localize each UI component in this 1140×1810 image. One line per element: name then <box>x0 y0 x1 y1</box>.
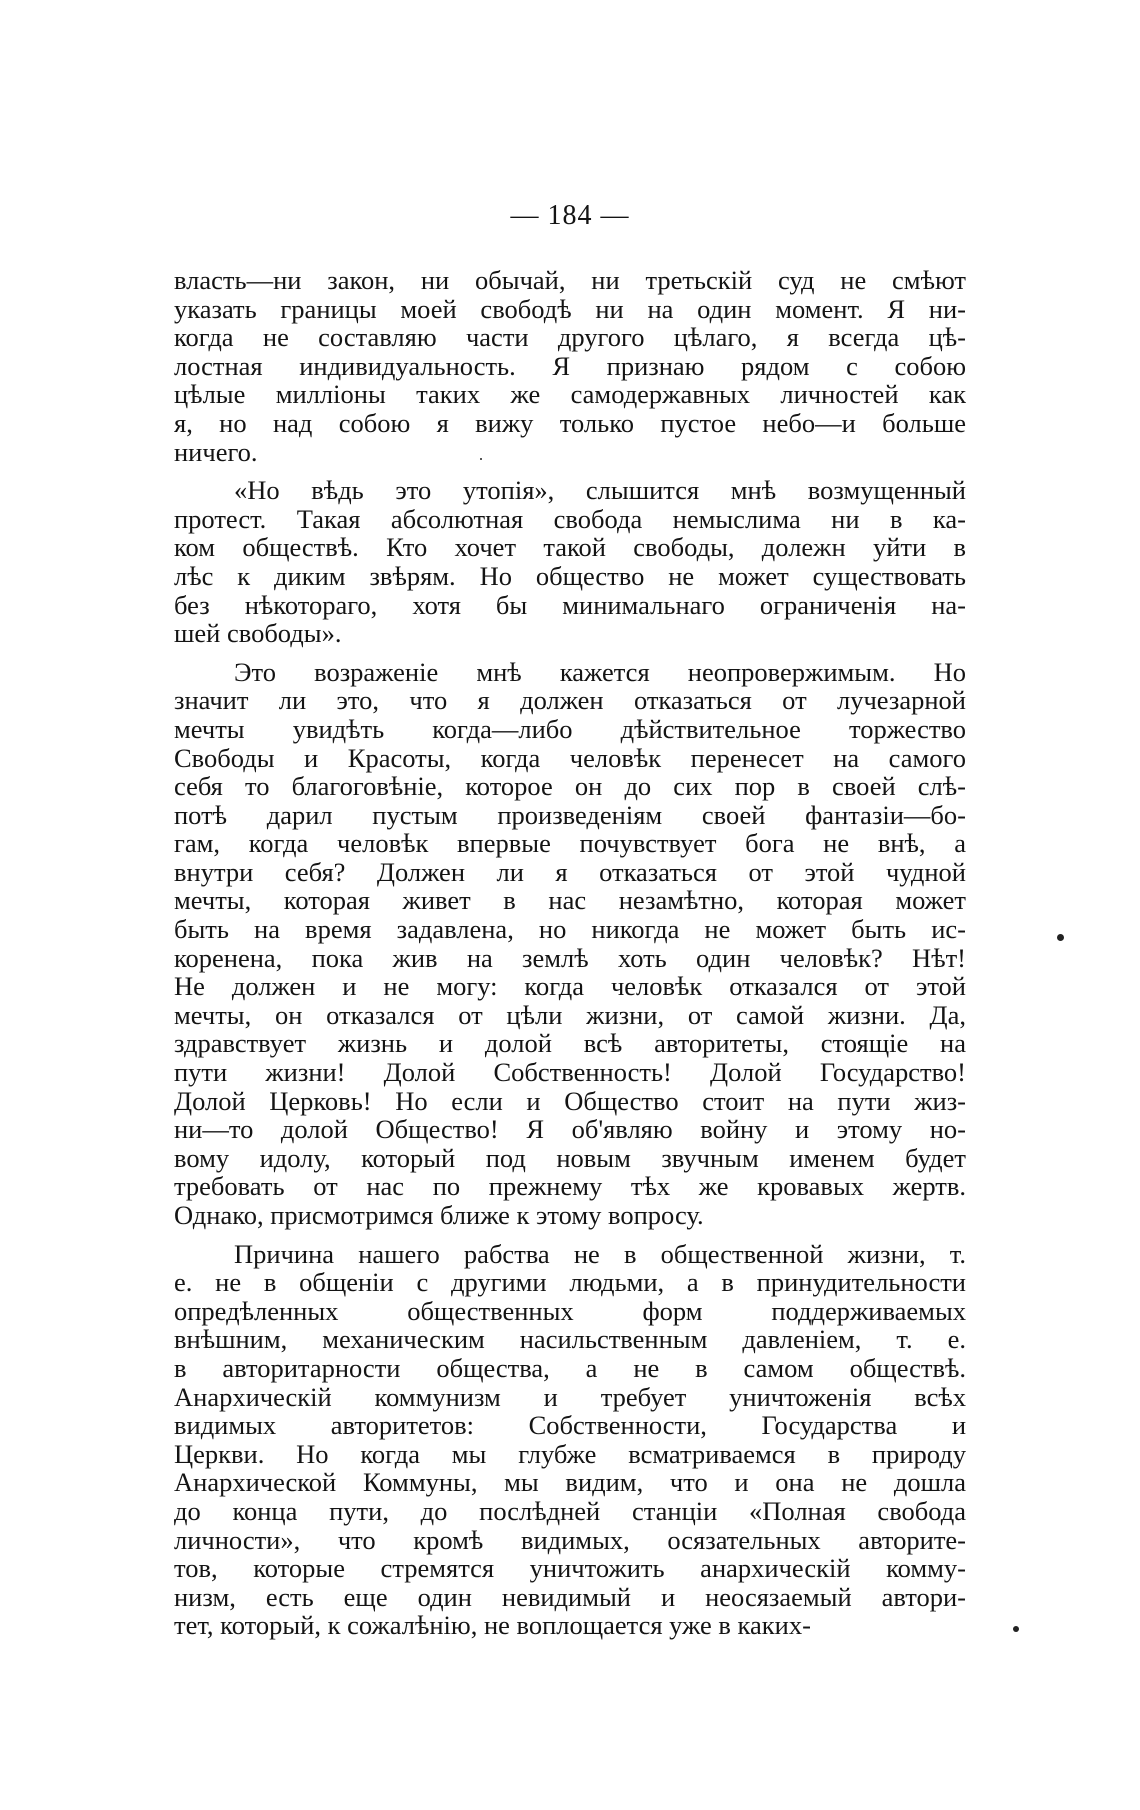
text-line: видимых авторитетов: Собственности, Государства и <box>174 1410 966 1441</box>
text-line: гам, когда человѣк впервые почувствует бога не внѣ, а <box>174 828 966 859</box>
text-line: когда не составляю части другого цѣлаго, я всегда цѣ- <box>174 322 966 353</box>
paragraph <box>174 266 966 466</box>
text-line: Свободы и Красоты, когда человѣк перенесет на самого <box>174 742 966 773</box>
text-line: ни—то долой Общество! Я об'являю войну и этому но- <box>174 1114 966 1145</box>
body-text <box>174 266 966 1650</box>
text-line: быть на время задавлена, но никогда не может быть ис- <box>174 914 966 945</box>
text-line: без нѣкотораго, хотя бы минимальнаго ограниченія на- <box>174 589 966 620</box>
page-number: — 184 — <box>510 200 630 231</box>
text-line: лостная индивидуальность. Я признаю рядом с собою <box>174 350 966 381</box>
text-line: себя то благоговѣніе, которое он до сих пор в своей слѣ- <box>174 771 966 802</box>
text-line: указать границы моей свободѣ ни на один момент. Я ни- <box>174 293 966 324</box>
text-line: пути жизни! Долой Собственность! Долой Государство! <box>174 1057 966 1088</box>
text-line: низм, есть еще один невидимый и неосязаемый автори- <box>174 1581 966 1612</box>
print-speck <box>480 458 482 460</box>
text-line: мечты увидѣть когда—либо дѣйствительное торжество <box>174 713 966 744</box>
print-speck <box>1013 1626 1019 1632</box>
text-line: значит ли это, что я должен отказаться от лучезарной <box>174 685 966 716</box>
text-line: Не должен и не могу: когда человѣк отказался от этой <box>174 971 966 1002</box>
text-line: я, но над собою я вижу только пустое небо—и больше <box>174 407 966 438</box>
text-line: «Но вѣдь это утопія», слышится мнѣ возмущенный <box>234 475 966 506</box>
text-line: тов, которые стремятся уничтожить анархическій комму- <box>174 1553 966 1584</box>
text-line: тет, который, к сожалѣнію, не воплощается уже в каких- <box>174 1610 811 1641</box>
paragraph <box>174 658 966 1230</box>
text-line: ком обществѣ. Кто хочет такой свободы, долежн уйти в <box>174 532 966 563</box>
text-line: Анархической Коммуны, мы видим, что и она не дошла <box>174 1467 966 1498</box>
text-line: требовать от нас по прежнему тѣх же кровавых жертв. <box>174 1171 966 1202</box>
text-line: Однако, присмотримся ближе к этому вопросу. <box>174 1200 704 1230</box>
text-line: вому идолу, который под новым звучным именем будет <box>174 1142 966 1173</box>
text-line: ничего. <box>174 436 258 467</box>
text-line: мечты, он отказался от цѣли жизни, от самой жизни. Да, <box>174 999 966 1030</box>
text-line: в авторитарности общества, а не в самом обществѣ. <box>174 1352 966 1383</box>
text-line: здравствует жизнь и долой всѣ авторитеты, стоящіе на <box>174 1028 966 1059</box>
paragraph <box>174 476 966 648</box>
text-line: опредѣленных общественных форм поддерживаемых <box>174 1295 966 1326</box>
text-line: внѣшним, механическим насильственным давленіем, т. е. <box>174 1324 966 1355</box>
text-line: Церкви. Но когда мы глубже всматриваемся в природу <box>174 1438 966 1469</box>
text-line: е. не в общеніи с другими людьми, а в принудительности <box>174 1267 966 1298</box>
text-line: протест. Такая абсолютная свобода немыслима ни в ка- <box>174 503 966 534</box>
text-line: потѣ дарил пустым произведеніям своей фантазіи—бо- <box>174 799 966 830</box>
text-line: Это возраженіе мнѣ кажется неопровержимым. Но <box>234 656 966 687</box>
text-line: личности», что кромѣ видимых, осязательных авторите- <box>174 1524 966 1555</box>
text-line: Долой Церковь! Но если и Общество стоит на пути жиз- <box>174 1085 966 1116</box>
text-line: коренена, пока жив на землѣ хоть один человѣк? Нѣт! <box>174 942 966 973</box>
text-line: власть—ни закон, ни обычай, ни третьскій суд не смѣют <box>174 265 966 295</box>
text-line: Причина нашего рабства не в общественной жизни, т. <box>234 1238 966 1269</box>
print-speck <box>1057 934 1064 941</box>
paragraph <box>174 1240 966 1640</box>
text-line: до конца пути, до послѣдней станціи «Полная свобода <box>174 1495 966 1526</box>
text-line: мечты, которая живет в нас незамѣтно, которая может <box>174 885 966 916</box>
text-line: шей свободы». <box>174 618 342 649</box>
text-line: лѣс к диким звѣрям. Но общество не может существовать <box>174 560 966 591</box>
text-line: Анархическій коммунизм и требует уничтоженія всѣх <box>174 1381 966 1412</box>
text-line: внутри себя? Должен ли я отказаться от этой чудной <box>174 856 966 887</box>
text-line: цѣлые милліоны таких же самодержавных личностей как <box>174 379 966 410</box>
